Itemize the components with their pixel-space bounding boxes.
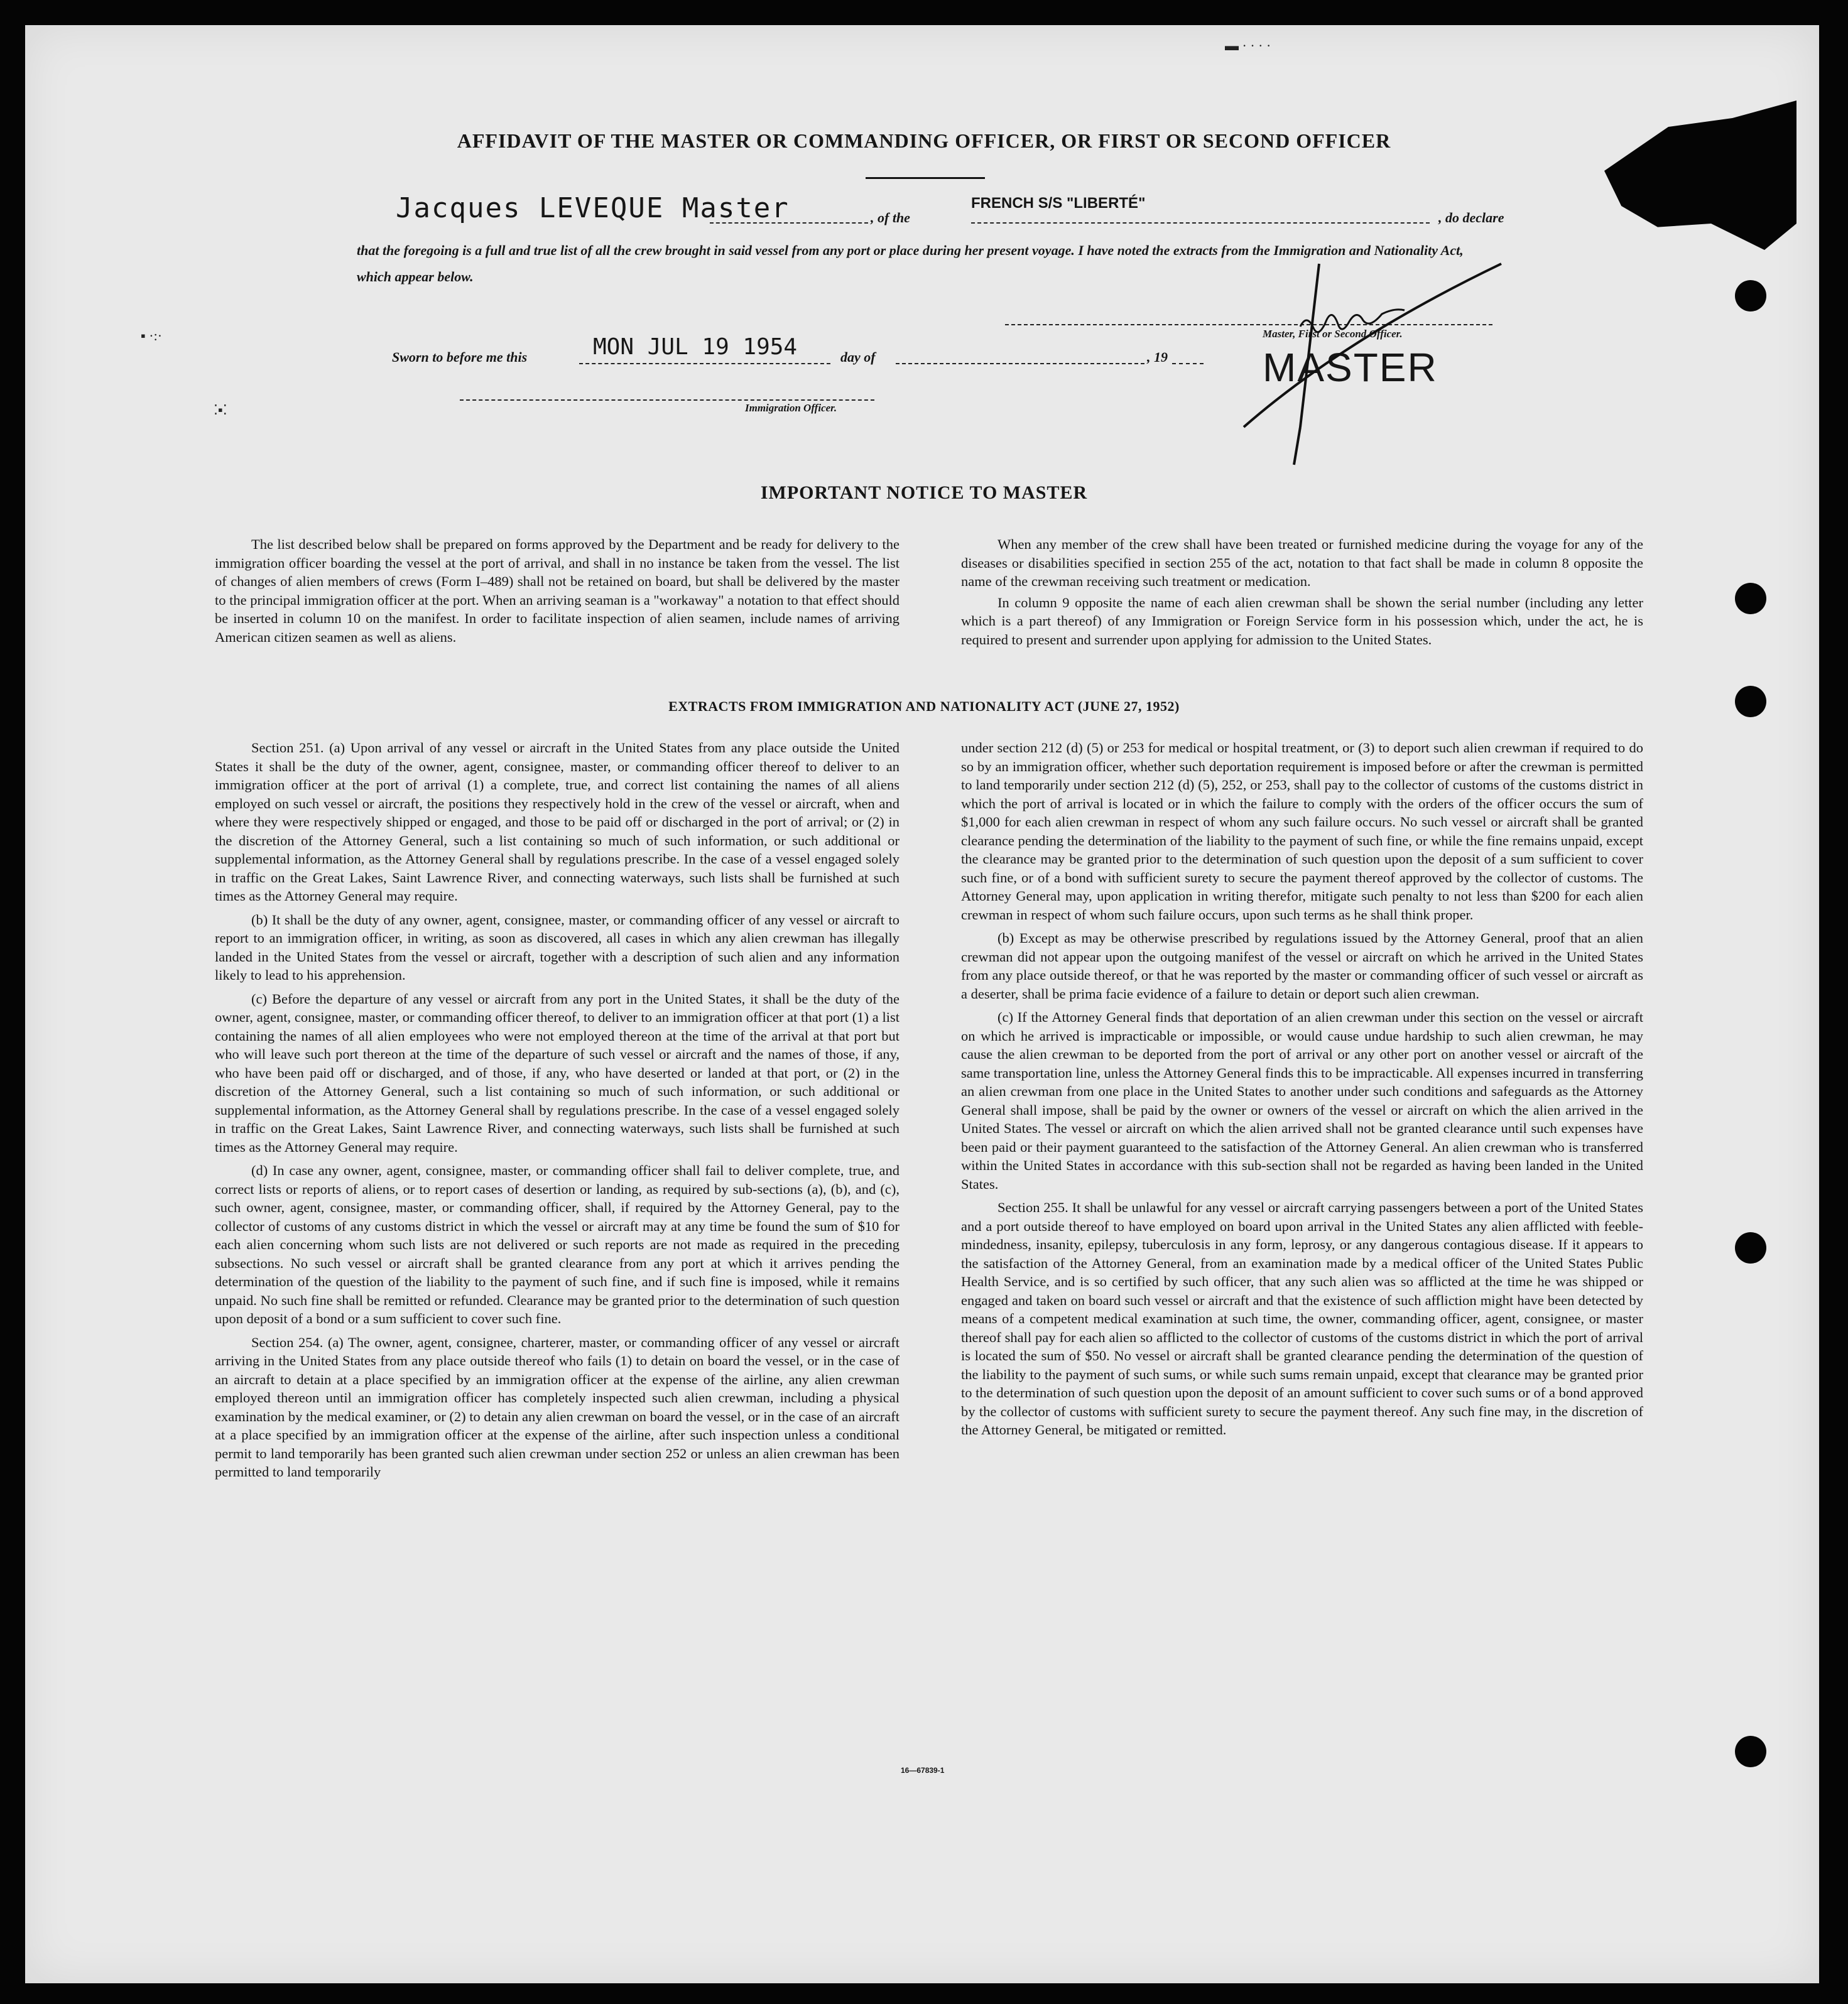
of-label: , of the: [871, 210, 910, 225]
dotted-line: [579, 363, 830, 364]
declaration-text: that the foregoing is a full and true list of all the crew brought in said vessel from any port or place during her present voyage. I have noted the extracts from the Immigration and Nationality Act, which appear below.: [357, 242, 1464, 284]
notice-heading: IMPORTANT NOTICE TO MASTER: [760, 482, 1088, 503]
title-rule: [866, 177, 985, 179]
handwritten-signature: [1231, 239, 1520, 477]
master-name-field[interactable]: Jacques LEVEQUE Master: [396, 192, 790, 224]
dotted-line: [1172, 363, 1204, 364]
notice-paragraph: The list described below shall be prepared on forms approved by the Department and be ready for delivery to the immigration officer boarding the vessel at the port of arrival, and shall in no instance be taken from the vessel. The list of changes of alien members of crews (Form I–489) shall not be retained on board, but shall be delivered by the master to the principal immigration officer at the port. When an arriving seaman is a "workaway" a notation to that effect should be inserted in column 10 on the manifest. In order to facilitate inspection of alien seamen, include names of arriving American citizen seamen as well as aliens.: [215, 536, 900, 645]
scan-mark: ▬ · · · ·: [1225, 38, 1271, 53]
act-section: (d) In case any owner, agent, consignee, master, or commanding officer shall fail to deliver complete, true, and correct lists or reports of aliens, or to report cases of desertion or landing, as required by sub-sections (a), (b), and (c), such owner, agent, consignee, master, or commanding officer, shall, if required by the Attorney General, pay to the collector of customs of any customs district in which the vessel or aircraft may at any time be found the sum of $10 for each alien concerning whom such lists are not delivered or such reports are not made as required in the preceding subsections. No such vessel or aircraft shall be granted clearance from any port at which it arrives pending the determination of the question of the liability to the payment of such fine, and if such fine is imposed, while it remains unpaid. No such fine shall be remitted or refunded. Clearance may be granted prior to the determination of such question upon deposit of a bond or a sum sufficient to cover such fine.: [215, 1162, 900, 1326]
signature-stroke: [1244, 264, 1501, 427]
master-stamp: MASTER: [1263, 345, 1438, 390]
punch-hole: [1735, 583, 1766, 614]
act-section: (c) If the Attorney General finds that deportation of an alien crewman under this section on the vessel or aircraft on which he arrived is impracticable or impossible, or would cause undue hardship to such alien crewman, he may cause the alien crewman to be deported from the port of arrival or any other port on another vessel or aircraft of the same transportation line, unless the Attorney General finds this to be impracticable. All expenses incurred in transferring an alien crewman from one place in the United States to another under such conditions and safeguards as the Attorney General shall impose, shall be paid by the owner or owners of the vessel or aircraft on which the alien arrived in the United States. The vessel or aircraft on which the alien arrived shall not be granted clearance until such expenses have been paid or their payment guaranteed to the satisfaction of the Attorney General. An alien crewman who is transferred within the United States in accordance with this sub-section shall not be regarded as having been landed in the United States.: [961, 1009, 1643, 1192]
act-section: (c) Before the departure of any vessel or aircraft from any port in the United States, it shall be the duty of the owner, agent, consignee, master, or commanding officer thereof, to deliver to an immigration officer at that port (1) a list containing the names of all alien employees who were not employed thereon at the time of the arrival at that port but who will leave such port thereon at the time of the departure of such vessel or aircraft and the names of those, if any, who have been paid off or discharged, and of those, if any, who have deserted or landed at that port, or (2) in the discretion of the Attorney General, such a list containing so much of such information, or such additional or supplemental information, as the Attorney General shall by regulations prescribe. In the case of a vessel engaged solely in traffic on the Great Lakes, Saint Lawrence River, and connecting waterways, such lists shall be furnished at such times as the Attorney General may require.: [215, 990, 900, 1155]
extracts-right-column: [961, 739, 1643, 1444]
notice-left-column: [215, 535, 900, 651]
notice-paragraph: When any member of the crew shall have been treated or furnished medicine during the voyage for any of the diseases or disabilities specified in section 255 of the act, notation to that fact shall be made in column 8 opposite the name of the crewman receiving such treatment or medication.: [961, 536, 1643, 589]
extracts-heading: EXTRACTS FROM IMMIGRATION AND NATIONALITY ACT (JUNE 27, 1952): [668, 698, 1180, 714]
scan-mark: ⁚▪⁚: [214, 402, 227, 418]
notice-right-column: [961, 535, 1643, 654]
act-section: Section 255. It shall be unlawful for any vessel or aircraft carrying passengers between a port of the United States and a port outside thereof to have employed on board upon arrival in the United States any alien afflicted with feeble-mindedness, insanity, epilepsy, tuberculosis in any form, leprosy, or any dangerous contagious disease. If it appears to the satisfaction of the Attorney General, from an examination made by a medical officer of the United States Public Health Service, and is so certified by such officer, that any such alien was so afflicted at the time he was shipped or engaged and taken on board such vessel or aircraft and that the existence of such affliction might have been detected by means of a competent medical examination at such time, the owner, commanding officer, agent, consignee, or master thereof shall pay for each alien so afflicted to the collector of customs of the customs district in which the port of arrival is located the sum of $50. No vessel or aircraft shall be granted clearance pending the determination of the question of the liability to the payment of such sums, or while such sums remain unpaid, except that clearance may be granted prior to the determination of such question upon the deposit of an amount sufficient to cover such sums or of a bond approved by the collector of customs with sufficient surety to secure the payment thereof. Any such fine may, in the discretion of the Attorney General, be mitigated or remitted.: [961, 1200, 1643, 1438]
dotted-line: [971, 222, 1430, 224]
act-section: under section 212 (d) (5) or 253 for medical or hospital treatment, or (3) to deport such alien crewman if required to do so by an immigration officer, whether such deportation requirement is imposed before or after the crewman is permitted to land temporarily under section 212 (d) (5), 252, or 253, shall pay to the collector of customs of the customs district in which the port of arrival is located or in which the failure to comply with the orders of the officer occurs the sum of $1,000 for each alien crewman in respect of whom any such failure occurs. No such vessel or aircraft shall be granted clearance pending the determination of the liability to the payment of such fine, or while the fine remains unpaid, except the clearance may be granted prior to the determination of such question upon the deposit of a sum sufficient to cover such fine, or of a bond with sufficient surety to secure the payment thereof approved by the collector of customs. The Attorney General may, upon application in writing therefor, mitigate such penalty to not less than $200 for each alien crewman in respect of whom such failure occurs, upon such terms as he shall think proper.: [961, 740, 1643, 923]
dotted-line: [710, 222, 868, 224]
scan-mark: ▪ ·:·: [141, 328, 163, 344]
form-title: AFFIDAVIT OF THE MASTER OR COMMANDING OFFICER, OR FIRST OR SECOND OFFICER: [457, 129, 1391, 152]
act-section: (b) It shall be the duty of any owner, agent, consignee, master, or commanding officer of any vessel or aircraft to report to an immigration officer, in writing, as soon as discovered, all cases in which any alien crewman has illegally landed in the United States from the vessel or aircraft, together with a description of such alien and any information likely to lead to his apprehension.: [215, 911, 900, 983]
signature-stroke: [1294, 264, 1319, 465]
dotted-line: [896, 363, 1144, 364]
vessel-name-field[interactable]: FRENCH S/S "LIBERTÉ": [971, 195, 1146, 212]
act-section: (b) Except as may be otherwise prescribed by regulations issued by the Attorney General, proof that an alien crewman did not appear upon the outgoing manifest of the vessel or aircraft on which he arrived in the United States from any place outside thereof, or that he was reported by the master or commanding officer of such vessel or aircraft as a deserter, shall be prima facie evidence of a failure to detain or deport such alien crewman.: [961, 930, 1643, 1002]
year-prefix: , 19: [1147, 349, 1168, 365]
date-stamp: MON JUL 19 1954: [593, 334, 798, 360]
punch-hole: [1735, 280, 1766, 311]
act-section: Section 254. (a) The owner, agent, consignee, charterer, master, or commanding officer of any vessel or aircraft arriving in the United States from any place outside thereof who fails (1) to detain on board the vessel, or in the case of an aircraft to detain at a place specified by an immigration officer at the expense of the airline, any alien crewman employed thereon until an immigration officer has completely inspected such alien crewman, including a physical examination by the medical examiner, or (2) to detain any alien crewman on board the vessel, or in the case of an aircraft at a place specified by an immigration officer at the expense of the airline, after such inspection unless a conditional permit to land temporarily has been granted such alien crewman under section 252 or unless an alien crewman has been permitted to land temporarily: [215, 1334, 900, 1480]
act-section: Section 251. (a) Upon arrival of any vessel or aircraft in the United States from any place outside the United States it shall be the duty of the owner, agent, consignee, master, or commanding officer thereof to deliver to an immigration officer at the port of arrival (1) a complete, true, and correct list containing the names of all aliens employed on such vessel or aircraft, the positions they respectively hold in the crew of the vessel or aircraft, when and where they were respectively shipped or engaged, and those to be paid off or discharged in the port of arrival; or (2) in the discretion of the Attorney General, such a list containing so much of such information, or such additional or supplemental information, as the Attorney General shall by regulations prescribe. In the case of a vessel engaged solely in traffic on the Great Lakes, Saint Lawrence River, and connecting waterways, such lists shall be furnished at such times as the Attorney General may require.: [215, 740, 900, 904]
immigration-officer-label: Immigration Officer.: [745, 402, 837, 414]
master-signature-label: Master, First or Second Officer.: [1263, 328, 1403, 340]
sworn-label: Sworn to before me this: [392, 349, 528, 365]
punch-hole: [1735, 1736, 1766, 1767]
punch-hole: [1735, 1232, 1766, 1264]
day-of-label: day of: [840, 349, 876, 365]
notice-paragraph: In column 9 opposite the name of each alien crewman shall be shown the serial number (including any letter which is a part thereof) of any Immigration or Foreign Service form in his possession which, under the act, he is required to present and surrender upon applying for admission to the United States.: [961, 594, 1643, 647]
signature-stroke: [1300, 310, 1405, 332]
form-number: 16—67839-1: [901, 1766, 945, 1775]
extracts-left-column: [215, 739, 900, 1487]
do-declare-label: , do declare: [1438, 210, 1504, 225]
officer-signature-line: [460, 399, 874, 401]
